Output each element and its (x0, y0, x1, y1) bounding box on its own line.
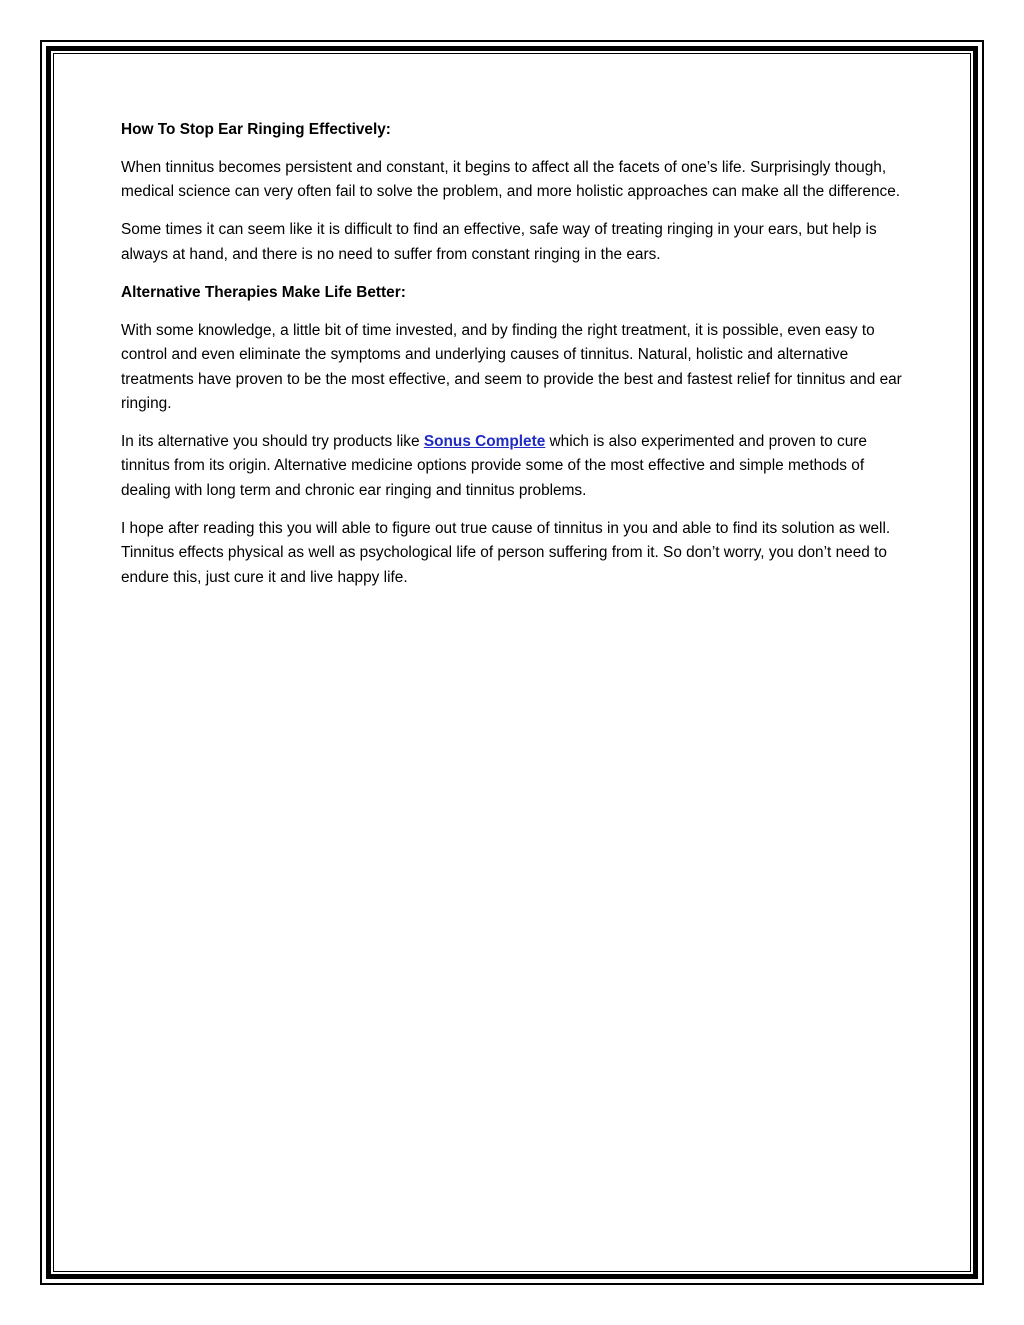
heading-alternative-therapies: Alternative Therapies Make Life Better: (121, 283, 406, 301)
document-body (121, 118, 913, 604)
paragraph-effective-treatment: Some times it can seem like it is difficult to find an effective, safe way of treating ringing in your ears, but help is always at hand, and there is no need to suffer from constant ringing in the ears. (121, 221, 877, 263)
paragraph-closing: I hope after reading this you will able to figure out true cause of tinnitus in you and able to find its solution as well. Tinnitus effects physical as well as psychological life of person suffering from it. So don’t worry, you don’t need to endure this, just cure it and live happy life. (121, 519, 891, 586)
paragraph-persistent-tinnitus: When tinnitus becomes persistent and constant, it begins to affect all the facets of one’s life. Surprisingly though, medical science can very often fail to solve the problem, and more holistic approaches can make all the difference. (121, 159, 901, 201)
paragraph-product-text-before: In its alternative you should try products like (121, 433, 424, 451)
sonus-complete-link[interactable]: Sonus Complete (423, 433, 546, 451)
paragraph-product-text-after: which is also experimented and proven to cure tinnitus from its origin. Alternative medicine options provide some of the most effective and simple methods of dealing with long term and chronic ear ringing and tinnitus problems. (121, 433, 867, 499)
paragraph-knowledge-treatment: With some knowledge, a little bit of time invested, and by finding the right treatment, it is possible, even easy to control and even eliminate the symptoms and underlying causes of tinnitus. Natural, holistic and alternative treatments have proven to be the most effective, and seem to provide the best and fastest relief for tinnitus and ear ringing. (121, 321, 902, 413)
heading-stop-ear-ringing: How To Stop Ear Ringing Effectively: (121, 121, 391, 138)
paragraph-product-suggestion (121, 430, 913, 503)
